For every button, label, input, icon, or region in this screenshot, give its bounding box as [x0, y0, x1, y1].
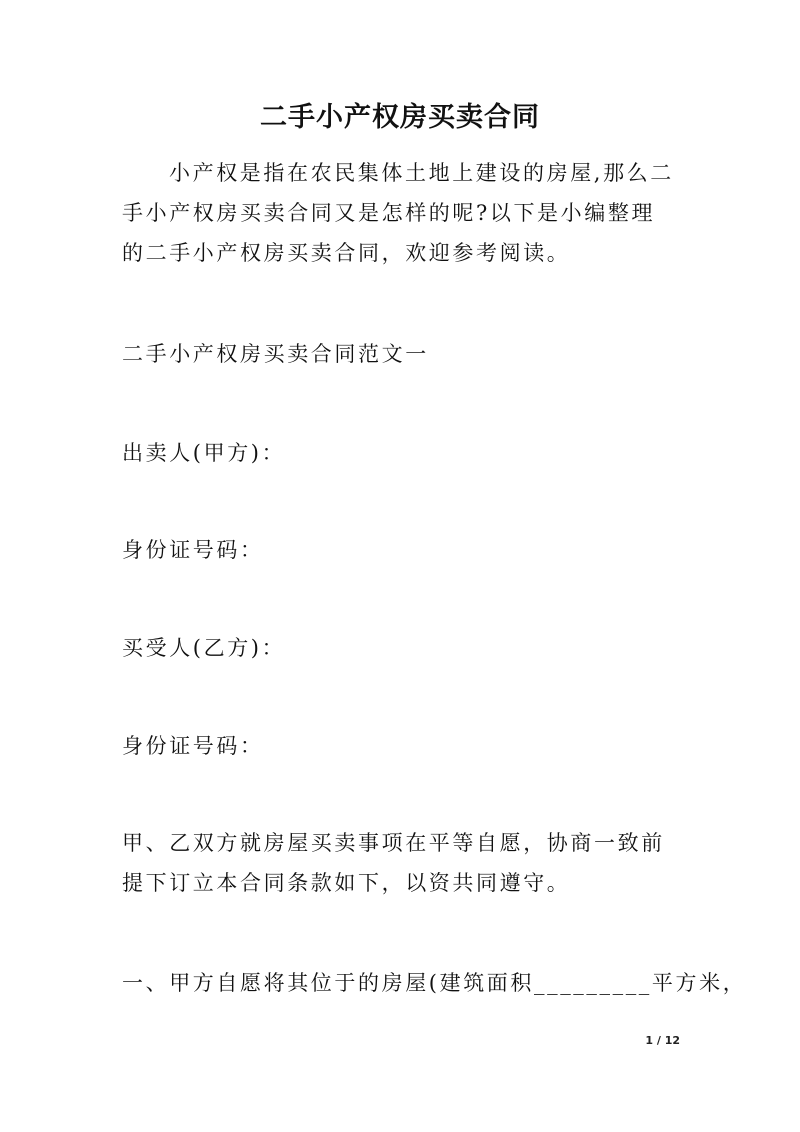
intro-paragraph: 小产权是指在农民集体土地上建设的房屋,那么二手小产权房买卖合同又是怎样的呢?以下是小编整理的二手小产权房买卖合同，欢迎参考阅读。: [122, 161, 674, 265]
buyer-label: 买受人(乙方)：: [122, 636, 286, 660]
document-title: 二手小产权房买卖合同: [260, 102, 540, 133]
clause-1-text: 一、甲方自愿将其位于的房屋(建筑面积_________平方米，: [122, 971, 747, 995]
agreement-paragraph: 甲、乙双方就房屋买卖事项在平等自愿，协商一致前提下订立本合同条款如下，以资共同遵守。: [122, 831, 665, 895]
seller-label: 出卖人(甲方)：: [122, 441, 286, 465]
section-heading: 二手小产权房买卖合同范文一: [122, 342, 429, 366]
page-number: 1 / 12: [645, 1034, 680, 1047]
buyer-id-label: 身份证号码：: [122, 734, 264, 758]
seller-id-label: 身份证号码：: [122, 538, 264, 562]
